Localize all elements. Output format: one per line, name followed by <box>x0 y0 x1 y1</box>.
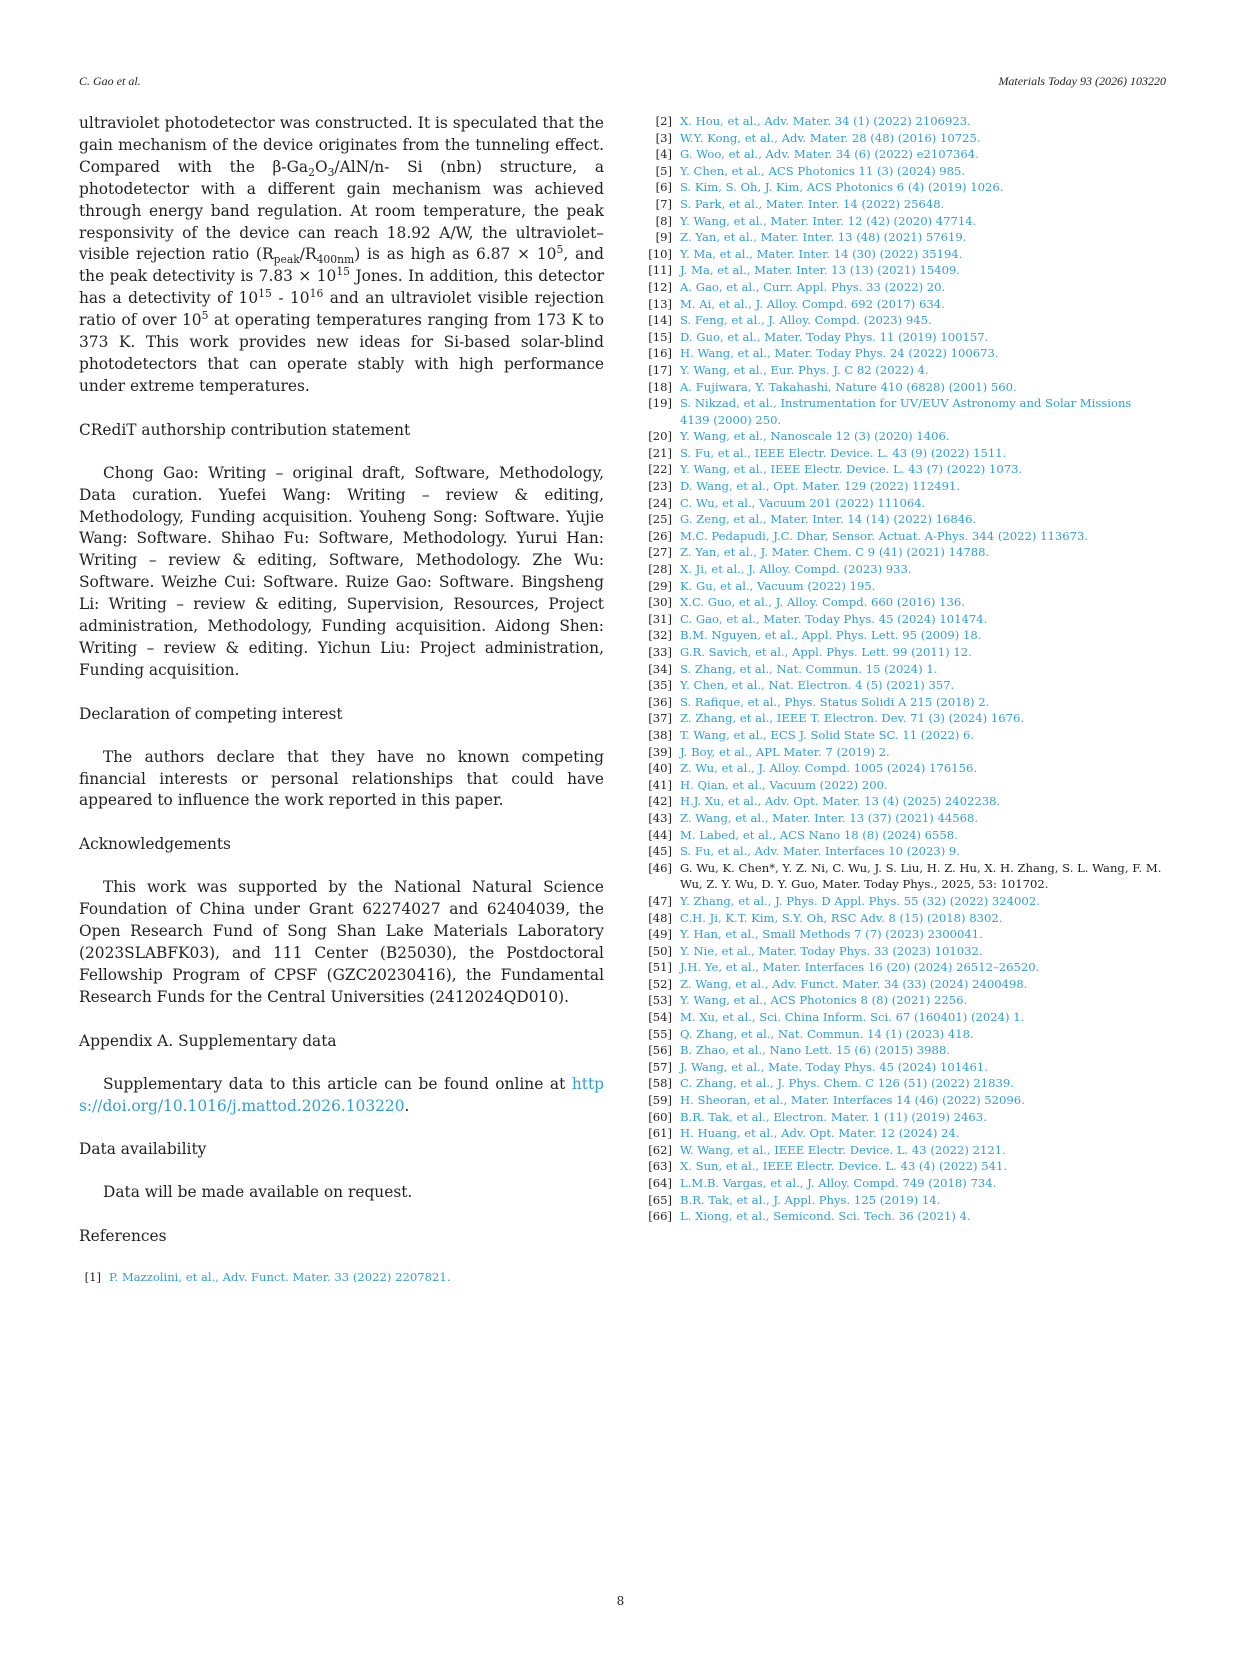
reference-link[interactable]: Y. Wang, et al., Nanoscale 12 (3) (2020) 1406. <box>680 429 950 444</box>
reference-link[interactable]: B.M. Nguyen, et al., Appl. Phys. Lett. 95 (2009) 18. <box>680 628 982 643</box>
reference-number: [35] <box>648 678 672 693</box>
reference-item[interactable] <box>644 445 1164 462</box>
reference-number: [38] <box>648 727 672 742</box>
reference-item[interactable] <box>644 246 1164 263</box>
reference-item[interactable] <box>644 661 1164 678</box>
reference-number: [49] <box>648 927 672 942</box>
reference-item[interactable] <box>644 627 1164 644</box>
reference-item[interactable] <box>644 296 1164 313</box>
reference-number: [41] <box>648 777 672 792</box>
reference-number: [20] <box>648 429 672 444</box>
reference-number: [51] <box>648 960 672 975</box>
reference-item[interactable] <box>644 644 1164 661</box>
left-column <box>79 113 604 1286</box>
reference-item[interactable] <box>644 345 1164 362</box>
reference-number: [12] <box>648 279 672 294</box>
competing-text: The authors declare that they have no known competing financial interests or personal relationships that could have appeared to influence the work reported in this paper. <box>79 747 604 810</box>
reference-link[interactable]: S. Fu, et al., Adv. Mater. Interfaces 10 (2023) 9. <box>680 844 960 859</box>
reference-item[interactable] <box>644 362 1164 379</box>
reference-link[interactable]: L. Xiong, et al., Semicond. Sci. Tech. 36 (2021) 4. <box>680 1209 971 1224</box>
reference-link[interactable]: J. Boy, et al., APL Mater. 7 (2019) 2. <box>680 744 890 759</box>
reference-item[interactable] <box>644 511 1164 528</box>
reference-item[interactable] <box>644 594 1164 611</box>
reference-item[interactable] <box>644 179 1164 196</box>
running-header-journal: Materials Today 93 (2026) 103220 <box>998 74 1166 88</box>
reference-link[interactable]: Y. Wang, et al., IEEE Electr. Device. L. 43 (7) (2022) 1073. <box>680 462 1023 477</box>
reference-link[interactable]: Y. Nie, et al., Mater. Today Phys. 33 (2023) 101032. <box>680 943 983 958</box>
reference-link[interactable]: G.R. Savich, et al., Appl. Phys. Lett. 99 (2011) 12. <box>680 645 972 659</box>
reference-number: [32] <box>648 628 672 643</box>
reference-number: [42] <box>648 794 672 809</box>
reference-item[interactable] <box>644 544 1164 561</box>
reference-item[interactable] <box>644 461 1164 478</box>
reference-link[interactable]: C.H. Ji, K.T. Kim, S.Y. Oh, RSC Adv. 8 (15) (2018) 8302. <box>680 910 1003 925</box>
reference-item[interactable] <box>644 1042 1164 1059</box>
supplementary-doi-link[interactable]: https://doi.org/10.1016/j.mattod.2026.103220 <box>79 1074 604 1115</box>
reference-item[interactable] <box>644 710 1164 727</box>
reference-item[interactable] <box>644 1075 1164 1092</box>
reference-link[interactable]: X. Ji, et al., J. Alloy. Compd. (2023) 933. <box>680 562 912 577</box>
reference-link[interactable]: C. Gao, et al., Mater. Today Phys. 45 (2024) 101474. <box>680 611 988 626</box>
reference-number: [26] <box>648 528 672 543</box>
reference-link[interactable]: G. Woo, et al., Adv. Mater. 34 (6) (2022) e2107364. <box>680 147 979 162</box>
reference-link[interactable]: X. Sun, et al., IEEE Electr. Device. L. 43 (4) (2022) 541. <box>680 1159 1008 1174</box>
reference-link[interactable]: A. Fujiwara, Y. Takahashi, Nature 410 (6828) (2001) 560. <box>680 379 1017 394</box>
reference-number: [55] <box>648 1026 672 1041</box>
reference-item[interactable] <box>644 677 1164 694</box>
references-heading: References <box>79 1227 167 1246</box>
reference-item[interactable] <box>644 312 1164 329</box>
reference-link[interactable]: Y. Zhang, et al., J. Phys. D Appl. Phys. 55 (32) (2022) 324002. <box>680 893 1040 908</box>
reference-item[interactable] <box>644 329 1164 346</box>
reference-number: [59] <box>648 1093 672 1108</box>
reference-number: [60] <box>648 1109 672 1124</box>
reference-number: [56] <box>648 1043 672 1058</box>
reference-number: [50] <box>648 943 672 958</box>
reference-number: [22] <box>648 462 672 477</box>
reference-link[interactable]: A. Gao, et al., Curr. Appl. Phys. 33 (2022) 20. <box>680 279 946 294</box>
reference-link[interactable]: Z. Zhang, et al., IEEE T. Electron. Dev. 71 (3) (2024) 1676. <box>680 711 1025 726</box>
reference-number: [4] <box>655 147 672 162</box>
reference-number: [31] <box>648 611 672 626</box>
reference-number: [9] <box>655 230 672 245</box>
reference-item[interactable] <box>644 1208 1164 1225</box>
reference-item[interactable] <box>644 262 1164 279</box>
reference-item[interactable] <box>644 1125 1164 1142</box>
data-availability-heading: Data availability <box>79 1140 207 1159</box>
reference-item[interactable] <box>644 843 1164 860</box>
reference-link[interactable]: Y. Wang, et al., Eur. Phys. J. C 82 (2022) 4. <box>680 362 929 377</box>
reference-link[interactable]: S. Rafique, et al., Phys. Status Solidi A 215 (2018) 2. <box>680 694 990 709</box>
running-header-authors: C. Gao et al. <box>79 74 141 88</box>
reference-item[interactable] <box>644 976 1164 993</box>
reference-number: [47] <box>648 893 672 908</box>
reference-item[interactable] <box>644 528 1164 545</box>
reference-link[interactable]: S. Nikzad, et al., Instrumentation for UV/EUV Astronomy and Solar Missions 4139 (2000) 250. <box>680 396 1132 427</box>
reference-item[interactable] <box>644 279 1164 296</box>
reference-link[interactable]: Y. Ma, et al., Mater. Inter. 14 (30) (2022) 35194. <box>680 246 963 261</box>
reference-link[interactable]: Y. Wang, et al., ACS Photonics 8 (8) (2021) 2256. <box>680 993 968 1008</box>
reference-number: [24] <box>648 495 672 510</box>
reference-link[interactable]: J. Wang, et al., Mate. Today Phys. 45 (2024) 101461. <box>680 1059 988 1074</box>
reference-item[interactable] <box>644 893 1164 910</box>
reference-link[interactable]: H.J. Xu, et al., Adv. Opt. Mater. 13 (4) (2025) 2402238. <box>680 794 1001 809</box>
reference-link[interactable]: S. Fu, et al., IEEE Electr. Device. L. 43 (9) (2022) 1511. <box>680 445 1007 460</box>
reference-number: [13] <box>648 296 672 311</box>
reference-item[interactable] <box>644 943 1164 960</box>
reference-number: [11] <box>648 263 672 278</box>
intro-paragraph: ultraviolet photodetector was constructed. It is speculated that the gain mechanism of the device originates from the tunneling effect. Compared with the $\beta-Ga_2O_3/AlN/n-$ Si (nbn) structure, a photodetector with a different gain mechanism was achieved through energy band regulation. At room temperature, the peak responsivity of the device can reach 18.92 A/W, the ultraviolet–visible rejection ratio $(R_{peak}/R_{400nm})$ is as high as $6.87 \times 10^5$, and the peak detectivity is $7.83 \times 10^{15}$ Jones. In addition, this detector has a detectivity of $10^{15} - 10^{16}$ and an ultraviolet visible rejection ratio of over $10^5$ at operating temperatures ranging from 173 K to 373 K. This work provides new ideas for Si-based solar-blind photodetectors that can operate stably with high performance under extreme temperatures. <box>79 114 604 395</box>
reference-item[interactable] <box>644 196 1164 213</box>
reference-link[interactable]: K. Gu, et al., Vacuum (2022) 195. <box>680 578 876 593</box>
reference-number: [57] <box>648 1059 672 1074</box>
reference-item[interactable] <box>644 793 1164 810</box>
reference-item[interactable] <box>644 395 1164 428</box>
reference-item[interactable] <box>644 146 1164 163</box>
reference-number: [40] <box>648 761 672 776</box>
reference-link[interactable]: Z. Yan, et al., Mater. Inter. 13 (48) (2021) 57619. <box>680 230 967 245</box>
reference-number: [28] <box>648 562 672 577</box>
reference-item[interactable] <box>644 379 1164 396</box>
reference-item[interactable] <box>644 163 1164 180</box>
reference-item[interactable] <box>644 744 1164 761</box>
credit-text: Chong Gao: Writing – original draft, Software, Methodology, Data curation. Yuefei Wang: Writing – review & editing, Methodology, Funding acquisition. Youheng Song: Software. Yujie Wang: Software. Shihao Fu: Software, Methodology. Yurui Han: Writing – review & editing, Software, Methodology. Zhe Wu: Software. Weizhe Cui: Software. Ruize Gao: Software. Bingsheng Li: Writing – review & editing, Supervision, Resources, Project administration, Methodology, Funding acquisition. Aidong Shen: Writing – review & editing. Yichun Liu: Project administration, Funding acquisition. <box>79 463 604 679</box>
reference-number: [44] <box>648 827 672 842</box>
reference-link[interactable]: S. Park, et al., Mater. Inter. 14 (2022) 25648. <box>680 196 945 211</box>
reference-link[interactable]: Z. Wu, et al., J. Alloy. Compd. 1005 (2024) 176156. <box>680 761 978 776</box>
reference-link[interactable]: S. Kim, S. Oh, J. Kim, ACS Photonics 6 (4) (2019) 1026. <box>680 180 1004 195</box>
reference-item[interactable] <box>644 694 1164 711</box>
reference-item[interactable] <box>644 611 1164 628</box>
reference-number: [48] <box>648 910 672 925</box>
reference-item[interactable] <box>644 495 1164 512</box>
reference-number: [63] <box>648 1159 672 1174</box>
acknowledgements-heading: Acknowledgements <box>79 835 231 854</box>
reference-link[interactable]: P. Mazzolini, et al., Adv. Funct. Mater. 33 (2022) 2207821. <box>109 1270 451 1285</box>
page-number: 8 <box>616 1594 625 1608</box>
reference-number: [17] <box>648 362 672 377</box>
reference-number: [16] <box>648 346 672 361</box>
reference-number: [33] <box>648 645 672 659</box>
reference-link[interactable]: M. Xu, et al., Sci. China Inform. Sci. 67 (160401) (2024) 1. <box>680 1010 1025 1025</box>
reference-number: [25] <box>648 512 672 527</box>
reference-link[interactable]: M.C. Pedapudi, J.C. Dhar, Sensor. Actuat. A-Phys. 344 (2022) 113673. <box>680 528 1089 543</box>
reference-link[interactable]: L.M.B. Vargas, et al., J. Alloy. Compd. 749 (2018) 734. <box>680 1176 997 1190</box>
reference-number: [14] <box>648 313 672 328</box>
reference-number: [21] <box>648 445 672 460</box>
reference-number: [34] <box>648 661 672 676</box>
reference-link[interactable]: M. Ai, et al., J. Alloy. Compd. 692 (2017) 634. <box>680 296 945 311</box>
reference-link[interactable]: D. Guo, et al., Mater. Today Phys. 11 (2019) 100157. <box>680 329 989 344</box>
reference-item[interactable] <box>644 478 1164 495</box>
reference-number: [18] <box>648 379 672 394</box>
reference-number: [30] <box>648 595 672 610</box>
reference-link[interactable]: C. Zhang, et al., J. Phys. Chem. C 126 (51) (2022) 21839. <box>680 1076 1014 1091</box>
reference-item[interactable] <box>644 1026 1164 1043</box>
reference-text: G. Wu, K. Chen*, Y. Z. Ni, C. Wu, J. S. Liu, H. Z. Hu, X. H. Zhang, S. L. Wang, F. M. Wu, Z. Y. Wu, D. Y. Guo, Mater. Today Phys., 2025, 53: 101702. <box>680 860 1162 892</box>
reference-number: [43] <box>648 810 672 825</box>
reference-item[interactable] <box>644 1142 1164 1159</box>
reference-link[interactable]: W. Wang, et al., IEEE Electr. Device. L. 43 (2022) 2121. <box>680 1142 1006 1157</box>
reference-link[interactable]: Y. Wang, et al., Mater. Inter. 12 (42) (2020) 47714. <box>680 213 977 228</box>
reference-number: [66] <box>648 1209 672 1224</box>
reference-link[interactable]: M. Labed, et al., ACS Nano 18 (8) (2024) 6558. <box>680 827 958 842</box>
reference-link[interactable]: Z. Wang, et al., Mater. Inter. 13 (37) (2021) 44568. <box>680 810 979 825</box>
reference-link[interactable]: C. Wu, et al., Vacuum 201 (2022) 111064. <box>680 495 926 510</box>
reference-number: [45] <box>648 844 672 859</box>
reference-number: [7] <box>655 196 672 211</box>
reference-item[interactable] <box>644 860 1164 893</box>
reference-item[interactable] <box>644 1059 1164 1076</box>
reference-list <box>644 113 1164 1225</box>
reference-item[interactable] <box>644 1092 1164 1109</box>
reference-link[interactable]: J.H. Ye, et al., Mater. Interfaces 16 (20) (2024) 26512–26520. <box>680 960 1040 975</box>
reference-item[interactable] <box>644 130 1164 147</box>
reference-number: [61] <box>648 1126 672 1141</box>
reference-link[interactable]: J. Ma, et al., Mater. Inter. 13 (13) (2021) 15409. <box>680 263 961 278</box>
reference-link[interactable]: B. Zhao, et al., Nano Lett. 15 (6) (2015) 3988. <box>680 1043 950 1058</box>
acknowledgements-text: This work was supported by the National Natural Science Foundation of China under Grant 62274027 and 62404039, the Open Research Fund of Song Shan Lake Materials Laboratory (2023SLABFK03), and 111 Center (B25030), the Postdoctoral Fellowship Program of CPSF (GZC20230416), the Fundamental Research Funds for the Central Universities (2412024QD010). <box>79 878 604 1006</box>
reference-number: [23] <box>648 479 672 494</box>
reference-link[interactable]: S. Zhang, et al., Nat. Commun. 15 (2024) 1. <box>680 661 938 676</box>
reference-item[interactable] <box>644 760 1164 777</box>
reference-number: [37] <box>648 711 672 726</box>
reference-item[interactable] <box>644 1109 1164 1126</box>
reference-number: [65] <box>648 1192 672 1207</box>
reference-item[interactable] <box>644 959 1164 976</box>
reference-number: [15] <box>648 329 672 344</box>
reference-link[interactable]: D. Wang, et al., Opt. Mater. 129 (2022) 112491. <box>680 479 961 494</box>
reference-number: [3] <box>655 130 672 145</box>
reference-link[interactable]: W.Y. Kong, et al., Adv. Mater. 28 (48) (2016) 10725. <box>680 130 981 145</box>
reference-item[interactable] <box>644 229 1164 246</box>
reference-link[interactable]: G. Zeng, et al., Mater. Inter. 14 (14) (2022) 16846. <box>680 512 977 527</box>
reference-link[interactable]: B.R. Tak, et al., Electron. Mater. 1 (11) (2019) 2463. <box>680 1109 987 1124</box>
reference-link[interactable]: X.C. Guo, et al., J. Alloy. Compd. 660 (2016) 136. <box>680 595 965 610</box>
data-availability-text: Data will be made available on request. <box>103 1183 413 1202</box>
reference-number: [8] <box>655 213 672 228</box>
reference-number: [29] <box>648 578 672 593</box>
reference-link[interactable]: H. Huang, et al., Adv. Opt. Mater. 12 (2024) 24. <box>680 1126 960 1141</box>
reference-item[interactable] <box>644 1158 1164 1175</box>
reference-item[interactable] <box>644 777 1164 794</box>
reference-number: [62] <box>648 1142 672 1157</box>
reference-number: [1] <box>84 1270 101 1285</box>
reference-item[interactable] <box>644 827 1164 844</box>
reference-item[interactable] <box>644 113 1164 130</box>
reference-number: [53] <box>648 993 672 1008</box>
reference-number: [19] <box>648 396 672 411</box>
reference-item[interactable] <box>644 578 1164 595</box>
reference-link[interactable]: H. Wang, et al., Mater. Today Phys. 24 (2022) 100673. <box>680 346 999 361</box>
reference-number: [36] <box>648 694 672 709</box>
reference-link[interactable]: B.R. Tak, et al., J. Appl. Phys. 125 (2019) 14. <box>680 1192 941 1207</box>
reference-number: [39] <box>648 744 672 759</box>
reference-number: [6] <box>655 180 672 195</box>
reference-link[interactable]: Z. Wang, et al., Adv. Funct. Mater. 34 (33) (2024) 2400498. <box>680 976 1028 991</box>
reference-link[interactable]: H. Sheoran, et al., Mater. Interfaces 14 (46) (2022) 52096. <box>680 1093 1025 1108</box>
credit-heading: CRediT authorship contribution statement <box>79 420 411 439</box>
reference-number: [10] <box>648 246 672 261</box>
reference-link[interactable]: Y. Han, et al., Small Methods 7 (7) (2023) 2300041. <box>680 927 983 942</box>
reference-link[interactable]: T. Wang, et al., ECS J. Solid State SC. 11 (2022) 6. <box>680 727 975 742</box>
reference-number: [52] <box>648 976 672 991</box>
reference-link[interactable]: H. Qian, et al., Vacuum (2022) 200. <box>680 777 888 792</box>
reference-number: [46] <box>648 860 672 875</box>
reference-number: [58] <box>648 1076 672 1091</box>
reference-link[interactable]: Q. Zhang, et al., Nat. Commun. 14 (1) (2023) 418. <box>680 1026 974 1041</box>
reference-item[interactable] <box>644 727 1164 744</box>
appendix-heading: Appendix A. Supplementary data <box>79 1031 337 1050</box>
reference-item[interactable] <box>644 561 1164 578</box>
reference-link[interactable]: X. Hou, et al., Adv. Mater. 34 (1) (2022) 2106923. <box>680 114 971 128</box>
reference-item[interactable] <box>644 810 1164 827</box>
reference-item[interactable] <box>644 1175 1164 1192</box>
reference-item[interactable] <box>644 910 1164 927</box>
reference-item[interactable] <box>644 213 1164 230</box>
reference-number: [27] <box>648 545 672 560</box>
reference-item[interactable] <box>644 992 1164 1009</box>
reference-item[interactable] <box>644 428 1164 445</box>
reference-number: [5] <box>655 163 672 178</box>
reference-link[interactable]: S. Feng, et al., J. Alloy. Compd. (2023) 945. <box>680 313 932 328</box>
reference-number: [54] <box>648 1010 672 1025</box>
reference-link[interactable]: Z. Yan, et al., J. Mater. Chem. C 9 (41) (2021) 14788. <box>680 545 990 560</box>
appendix-text: Supplementary data to this article can be found online at https://doi.org/10.1016/j.mattod.2026.103220. <box>79 1074 604 1115</box>
reference-number: [64] <box>648 1176 672 1190</box>
reference-item[interactable] <box>644 926 1164 943</box>
reference-link[interactable]: Y. Chen, et al., Nat. Electron. 4 (5) (2021) 357. <box>680 678 955 693</box>
competing-heading: Declaration of competing interest <box>79 704 343 723</box>
reference-number: [2] <box>655 114 672 128</box>
reference-item[interactable] <box>644 1192 1164 1209</box>
reference-link[interactable]: Y. Chen, et al., ACS Photonics 11 (3) (2024) 985. <box>680 163 966 178</box>
reference-item[interactable] <box>644 1009 1164 1026</box>
reference-item[interactable] <box>77 1269 604 1286</box>
